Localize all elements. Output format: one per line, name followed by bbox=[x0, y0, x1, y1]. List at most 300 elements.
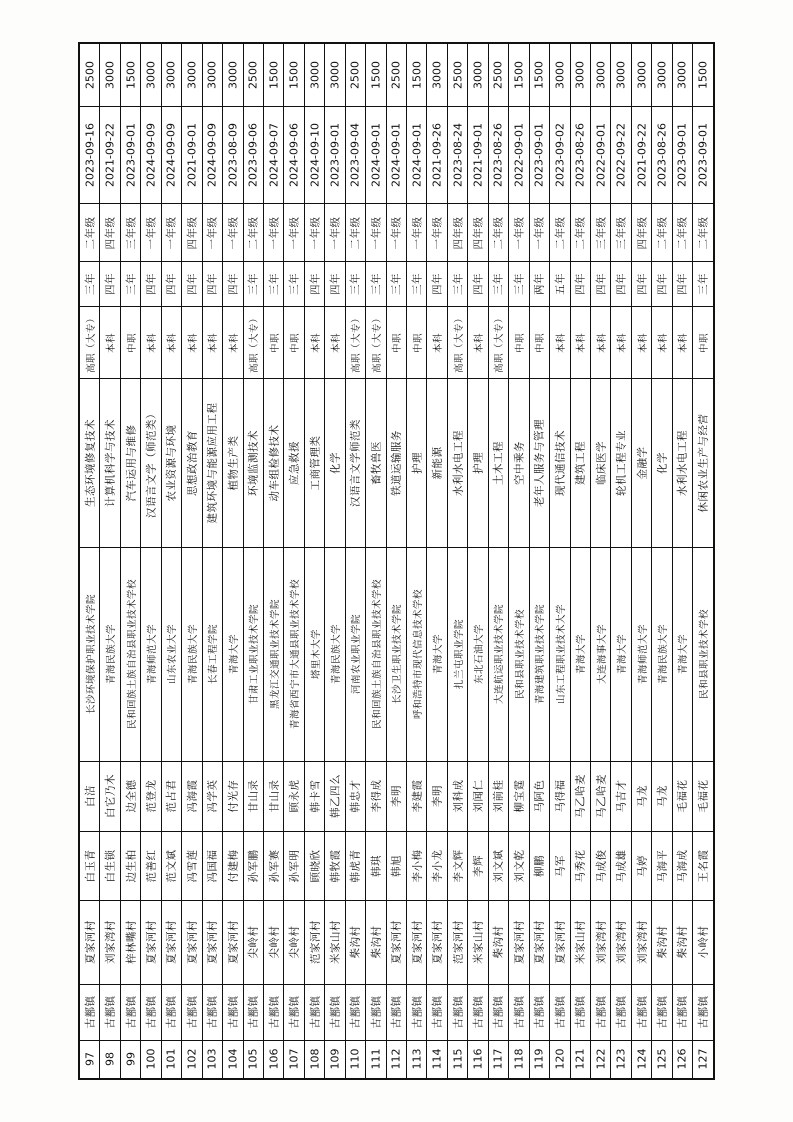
cell-grade bbox=[182, 203, 202, 262]
cell-major bbox=[570, 379, 590, 548]
cell-parent bbox=[284, 761, 304, 831]
cell-text: 高职（大专） bbox=[249, 312, 261, 373]
cell-amount bbox=[141, 44, 161, 107]
major-row bbox=[80, 379, 714, 548]
cell-level bbox=[386, 307, 406, 379]
cell-text: 夏家河村 bbox=[206, 920, 219, 965]
cell-text: 三年 bbox=[697, 273, 710, 296]
cell-amount bbox=[590, 44, 610, 107]
cell-text: 马成雄 bbox=[615, 849, 628, 883]
cell-text: 夏家河村 bbox=[145, 920, 158, 965]
cell-text: 青海大学 bbox=[433, 634, 445, 675]
cell-text: 二年级 bbox=[574, 216, 587, 249]
cell-text: 2022-09-22 bbox=[614, 122, 628, 187]
cell-text: 2021-09-01 bbox=[185, 122, 199, 187]
cell-level bbox=[100, 307, 120, 379]
cell-text: 2024-09-01 bbox=[369, 122, 383, 187]
cell-parent bbox=[161, 761, 181, 831]
cell-text: 中职 bbox=[514, 332, 526, 353]
cell-text: 青海民族大学 bbox=[106, 624, 118, 685]
cell-idx bbox=[80, 1040, 100, 1078]
cell-major bbox=[631, 379, 651, 548]
cell-years bbox=[652, 262, 672, 307]
cell-town bbox=[386, 984, 406, 1040]
cell-text: 白它乃木 bbox=[104, 774, 117, 819]
cell-years bbox=[407, 262, 427, 307]
cell-amount bbox=[488, 44, 508, 107]
cell-text: 2024-09-09 bbox=[205, 122, 219, 187]
cell-name bbox=[325, 831, 345, 901]
cell-grade bbox=[243, 203, 263, 262]
cell-text: 刘文斌 bbox=[492, 849, 505, 883]
cell-text: 2023-09-01 bbox=[675, 122, 689, 187]
cell-text: 本科 bbox=[576, 332, 588, 353]
cell-parent bbox=[407, 761, 427, 831]
cell-grade bbox=[509, 203, 529, 262]
cell-major bbox=[590, 379, 610, 548]
cell-school bbox=[325, 548, 345, 762]
cell-text: 四年 bbox=[636, 273, 649, 296]
cell-date bbox=[529, 107, 549, 204]
cell-text: 本科 bbox=[187, 332, 199, 353]
cell-text: 124 bbox=[635, 1048, 649, 1070]
cell-text: 古鄯镇 bbox=[268, 995, 281, 1029]
cell-village bbox=[570, 901, 590, 984]
cell-years bbox=[325, 262, 345, 307]
cell-grade bbox=[120, 203, 140, 262]
cell-text: 2024-09-01 bbox=[389, 122, 403, 187]
cell-parent bbox=[468, 761, 488, 831]
cell-village bbox=[100, 901, 120, 984]
cell-text: 古鄯镇 bbox=[309, 995, 322, 1029]
cell-text: 轮机工程专业 bbox=[615, 430, 628, 497]
cell-text: 2500 bbox=[389, 61, 403, 89]
cell-text: 冯国福 bbox=[206, 849, 219, 883]
cell-school bbox=[631, 548, 651, 762]
cell-parent bbox=[529, 761, 549, 831]
cell-school bbox=[427, 548, 447, 762]
cell-text: 柴沟村 bbox=[656, 925, 669, 959]
cell-name bbox=[631, 831, 651, 901]
cell-level bbox=[141, 307, 161, 379]
cell-text: 98 bbox=[103, 1052, 117, 1067]
cell-years bbox=[529, 262, 549, 307]
cell-town bbox=[570, 984, 590, 1040]
cell-village bbox=[509, 901, 529, 984]
cell-years bbox=[386, 262, 406, 307]
cell-date bbox=[550, 107, 570, 204]
cell-text: 2022-09-01 bbox=[512, 122, 526, 187]
cell-text: 106 bbox=[267, 1048, 281, 1070]
cell-town bbox=[304, 984, 324, 1040]
cell-town bbox=[652, 984, 672, 1040]
cell-parent bbox=[243, 761, 263, 831]
cell-name bbox=[243, 831, 263, 901]
cell-name bbox=[447, 831, 467, 901]
cell-text: 古鄯镇 bbox=[452, 995, 465, 1029]
cell-grade bbox=[447, 203, 467, 262]
cell-text: 大连海事大学 bbox=[596, 624, 608, 685]
cell-text: 本科 bbox=[657, 332, 669, 353]
cell-idx bbox=[447, 1040, 467, 1078]
cell-text: 青海师范大学 bbox=[637, 624, 649, 685]
cell-grade bbox=[366, 203, 386, 262]
cell-text: 本科 bbox=[678, 332, 690, 353]
parent-row bbox=[80, 761, 714, 831]
cell-text: 3000 bbox=[573, 61, 587, 89]
cell-idx bbox=[570, 1040, 590, 1078]
cell-school bbox=[407, 548, 427, 762]
cell-date bbox=[202, 107, 222, 204]
cell-school bbox=[468, 548, 488, 762]
cell-parent bbox=[263, 761, 283, 831]
cell-text: 本科 bbox=[474, 332, 486, 353]
cell-grade bbox=[652, 203, 672, 262]
cell-text: 应急救援 bbox=[288, 441, 301, 486]
cell-text: 韩乙四么 bbox=[329, 774, 342, 819]
cell-name bbox=[182, 831, 202, 901]
cell-years bbox=[366, 262, 386, 307]
cell-grade bbox=[161, 203, 181, 262]
cell-text: 2500 bbox=[246, 61, 260, 89]
cell-grade bbox=[325, 203, 345, 262]
cell-text: 本科 bbox=[555, 332, 567, 353]
name-row bbox=[80, 831, 714, 901]
cell-text: 古鄯镇 bbox=[227, 995, 240, 1029]
cell-years bbox=[243, 262, 263, 307]
cell-major bbox=[182, 379, 202, 548]
cell-parent bbox=[570, 761, 590, 831]
cell-parent bbox=[325, 761, 345, 831]
cell-grade bbox=[529, 203, 549, 262]
cell-school bbox=[652, 548, 672, 762]
cell-idx bbox=[243, 1040, 263, 1078]
cell-village bbox=[488, 901, 508, 984]
cell-text: 古鄯镇 bbox=[247, 995, 260, 1029]
cell-text: 民和县职业技术学校 bbox=[514, 609, 526, 700]
cell-text: 范文斌 bbox=[165, 849, 178, 883]
cell-text: 土木工程 bbox=[492, 441, 505, 486]
cell-text: 夏家河村 bbox=[431, 920, 444, 965]
cell-town bbox=[325, 984, 345, 1040]
cell-village bbox=[202, 901, 222, 984]
cell-text: 高职（大专） bbox=[371, 312, 383, 373]
cell-text: 米家山村 bbox=[574, 920, 587, 965]
cell-parent bbox=[672, 761, 692, 831]
cell-grade bbox=[304, 203, 324, 262]
cell-text: 本科 bbox=[147, 332, 159, 353]
cell-town bbox=[141, 984, 161, 1040]
cell-parent bbox=[611, 761, 631, 831]
cell-grade bbox=[141, 203, 161, 262]
cell-text: 中职 bbox=[535, 332, 547, 353]
cell-years bbox=[550, 262, 570, 307]
cell-text: 马吉才 bbox=[615, 779, 628, 813]
cell-years bbox=[631, 262, 651, 307]
cell-text: 一年级 bbox=[145, 216, 158, 249]
amount-row bbox=[80, 44, 714, 107]
cell-town bbox=[223, 984, 243, 1040]
cell-town bbox=[407, 984, 427, 1040]
cell-village bbox=[141, 901, 161, 984]
cell-text: 边生柏 bbox=[125, 849, 138, 883]
cell-text: 夏家河村 bbox=[165, 920, 178, 965]
cell-name bbox=[80, 831, 100, 901]
cell-text: 100 bbox=[144, 1048, 158, 1070]
cell-text: 李得成 bbox=[370, 779, 383, 813]
cell-name bbox=[120, 831, 140, 901]
cell-village bbox=[407, 901, 427, 984]
cell-text: 2021-09-22 bbox=[635, 122, 649, 187]
cell-text: 米家山村 bbox=[329, 920, 342, 965]
cell-name bbox=[386, 831, 406, 901]
cell-text: 3000 bbox=[144, 61, 158, 89]
cell-text: 3000 bbox=[675, 61, 689, 89]
cell-text: 汉语言文学师范类 bbox=[349, 419, 362, 508]
cell-idx bbox=[611, 1040, 631, 1078]
cell-level bbox=[161, 307, 181, 379]
cell-level bbox=[550, 307, 570, 379]
cell-text: 畜牧兽医 bbox=[370, 441, 383, 486]
cell-text: 97 bbox=[83, 1052, 97, 1067]
cell-text: 中职 bbox=[290, 332, 302, 353]
cell-text: 古鄯镇 bbox=[656, 995, 669, 1029]
cell-major bbox=[223, 379, 243, 548]
cell-text: 三年 bbox=[513, 273, 526, 296]
cell-name bbox=[550, 831, 570, 901]
cell-date bbox=[345, 107, 365, 204]
cell-town bbox=[611, 984, 631, 1040]
cell-text: 马龙 bbox=[656, 785, 669, 808]
cell-amount bbox=[570, 44, 590, 107]
cell-text: 1500 bbox=[369, 61, 383, 89]
cell-text: 四年 bbox=[309, 273, 322, 296]
cell-text: 2500 bbox=[451, 61, 465, 89]
cell-text: 四年 bbox=[165, 273, 178, 296]
cell-idx bbox=[202, 1040, 222, 1078]
cell-text: 114 bbox=[430, 1048, 444, 1070]
cell-text: 1500 bbox=[287, 61, 301, 89]
cell-text: 本科 bbox=[106, 332, 118, 353]
cell-text: 2500 bbox=[83, 61, 97, 89]
cell-text: 2023-09-02 bbox=[553, 122, 567, 187]
cell-text: 123 bbox=[614, 1048, 628, 1070]
cell-level bbox=[304, 307, 324, 379]
cell-years bbox=[223, 262, 243, 307]
cell-text: 甘山录 bbox=[268, 779, 281, 813]
cell-years bbox=[509, 262, 529, 307]
cell-text: 高职（大专） bbox=[494, 312, 506, 373]
cell-school bbox=[611, 548, 631, 762]
cell-text: 护理 bbox=[411, 452, 424, 475]
cell-town bbox=[427, 984, 447, 1040]
cell-text: 冯海霞 bbox=[186, 779, 199, 813]
cell-text: 3000 bbox=[614, 61, 628, 89]
cell-school bbox=[80, 548, 100, 762]
cell-text: 2023-09-06 bbox=[246, 122, 260, 187]
cell-text: 中职 bbox=[269, 332, 281, 353]
cell-text: 古鄯镇 bbox=[84, 995, 97, 1029]
cell-idx bbox=[263, 1040, 283, 1078]
cell-school bbox=[263, 548, 283, 762]
cell-text: 一年级 bbox=[533, 216, 546, 249]
cell-years bbox=[161, 262, 181, 307]
cell-text: 孙军明 bbox=[288, 849, 301, 883]
cell-level bbox=[672, 307, 692, 379]
cell-text: 二年级 bbox=[697, 216, 710, 249]
cell-school bbox=[672, 548, 692, 762]
cell-text: 现代通信技术 bbox=[554, 430, 567, 497]
cell-text: 3000 bbox=[226, 61, 240, 89]
cell-text: 范家河村 bbox=[452, 920, 465, 965]
date-row bbox=[80, 107, 714, 204]
cell-date bbox=[284, 107, 304, 204]
cell-text: 化学 bbox=[656, 452, 669, 475]
cell-years bbox=[100, 262, 120, 307]
cell-name bbox=[345, 831, 365, 901]
cell-date bbox=[672, 107, 692, 204]
cell-text: 1500 bbox=[410, 61, 424, 89]
cell-name bbox=[529, 831, 549, 901]
cell-years bbox=[80, 262, 100, 307]
cell-name bbox=[509, 831, 529, 901]
cell-text: 李辉 bbox=[472, 854, 485, 877]
cell-parent bbox=[120, 761, 140, 831]
cell-school bbox=[223, 548, 243, 762]
cell-parent bbox=[202, 761, 222, 831]
cell-text: 四年 bbox=[227, 273, 240, 296]
cell-grade bbox=[631, 203, 651, 262]
cell-village bbox=[529, 901, 549, 984]
cell-grade bbox=[284, 203, 304, 262]
years-row bbox=[80, 262, 714, 307]
cell-text: 二年级 bbox=[349, 216, 362, 249]
cell-text: 范善红 bbox=[145, 849, 158, 883]
cell-major bbox=[427, 379, 447, 548]
cell-text: 建筑环境与能源应用工程 bbox=[206, 402, 219, 524]
cell-text: 工商管理类 bbox=[309, 435, 322, 491]
cell-text: 四年 bbox=[145, 273, 158, 296]
cell-text: 生态环境修复技术 bbox=[84, 419, 97, 508]
cell-text: 韩忠才 bbox=[349, 779, 362, 813]
cell-major bbox=[141, 379, 161, 548]
records-table-container bbox=[78, 42, 715, 1080]
cell-text: 126 bbox=[675, 1048, 689, 1070]
cell-text: 古鄯镇 bbox=[472, 995, 485, 1029]
cell-parent bbox=[447, 761, 467, 831]
cell-level bbox=[693, 307, 714, 379]
cell-text: 夏家河村 bbox=[84, 920, 97, 965]
cell-major bbox=[652, 379, 672, 548]
index-row bbox=[80, 1040, 714, 1078]
cell-date bbox=[509, 107, 529, 204]
cell-date bbox=[631, 107, 651, 204]
cell-text: 顾永虎 bbox=[288, 779, 301, 813]
cell-grade bbox=[672, 203, 692, 262]
cell-text: 植物生产类 bbox=[227, 435, 240, 491]
cell-parent bbox=[631, 761, 651, 831]
cell-parent bbox=[488, 761, 508, 831]
cell-text: 古鄯镇 bbox=[206, 995, 219, 1029]
cell-name bbox=[304, 831, 324, 901]
cell-text: 三年级 bbox=[595, 216, 608, 249]
cell-level bbox=[407, 307, 427, 379]
cell-text: 一年级 bbox=[513, 216, 526, 249]
cell-text: 夏家河村 bbox=[227, 920, 240, 965]
cell-town bbox=[202, 984, 222, 1040]
cell-years bbox=[182, 262, 202, 307]
cell-village bbox=[223, 901, 243, 984]
cell-text: 古鄯镇 bbox=[125, 995, 138, 1029]
cell-text: 一年级 bbox=[227, 216, 240, 249]
cell-grade bbox=[590, 203, 610, 262]
cell-text: 1500 bbox=[124, 61, 138, 89]
cell-years bbox=[263, 262, 283, 307]
cell-name bbox=[407, 831, 427, 901]
cell-grade bbox=[427, 203, 447, 262]
cell-idx bbox=[223, 1040, 243, 1078]
cell-text: 汽车运用与维修 bbox=[125, 424, 138, 502]
cell-years bbox=[202, 262, 222, 307]
cell-text: 孙军赛 bbox=[268, 849, 281, 883]
cell-school bbox=[120, 548, 140, 762]
cell-text: 110 bbox=[348, 1048, 362, 1070]
cell-text: 108 bbox=[308, 1048, 322, 1070]
cell-level bbox=[182, 307, 202, 379]
cell-text: 古鄯镇 bbox=[329, 995, 342, 1029]
cell-years bbox=[284, 262, 304, 307]
cell-text: 2024-09-09 bbox=[144, 122, 158, 187]
cell-text: 2023-09-01 bbox=[532, 122, 546, 187]
cell-text: 三年 bbox=[247, 273, 260, 296]
cell-level bbox=[427, 307, 447, 379]
cell-text: 3000 bbox=[308, 61, 322, 89]
cell-text: 2022-09-01 bbox=[594, 122, 608, 187]
cell-text: 马成俊 bbox=[595, 849, 608, 883]
cell-text: 计算机科学与技术 bbox=[104, 419, 117, 508]
cell-text: 中职 bbox=[126, 332, 138, 353]
cell-text: 新能源 bbox=[431, 446, 444, 480]
cell-village bbox=[80, 901, 100, 984]
cell-text: 马龙 bbox=[636, 785, 649, 808]
cell-village bbox=[386, 901, 406, 984]
cell-text: 120 bbox=[553, 1048, 567, 1070]
cell-text: 古鄯镇 bbox=[636, 995, 649, 1029]
cell-text: 河南农业职业学院 bbox=[351, 614, 363, 695]
cell-text: 102 bbox=[185, 1048, 199, 1070]
cell-text: 2021-09-22 bbox=[103, 122, 117, 187]
cell-text: 孙军鹏 bbox=[247, 849, 260, 883]
cell-major bbox=[529, 379, 549, 548]
cell-major bbox=[202, 379, 222, 548]
cell-major bbox=[693, 379, 714, 548]
cell-text: 古鄯镇 bbox=[186, 995, 199, 1029]
cell-text: 一年级 bbox=[206, 216, 219, 249]
cell-text: 古鄯镇 bbox=[595, 995, 608, 1029]
cell-idx bbox=[509, 1040, 529, 1078]
cell-text: 109 bbox=[328, 1048, 342, 1070]
cell-text: 民和回族土族自治县职业技术学校 bbox=[126, 579, 138, 730]
cell-text: 3000 bbox=[164, 61, 178, 89]
cell-text: 2023-09-01 bbox=[328, 122, 342, 187]
cell-date bbox=[427, 107, 447, 204]
cell-major bbox=[325, 379, 345, 548]
cell-text: 刘前桂 bbox=[492, 779, 505, 813]
cell-text: 汉语言文学（师范类） bbox=[145, 408, 158, 519]
cell-years bbox=[304, 262, 324, 307]
cell-idx bbox=[652, 1040, 672, 1078]
cell-text: 四年 bbox=[615, 273, 628, 296]
